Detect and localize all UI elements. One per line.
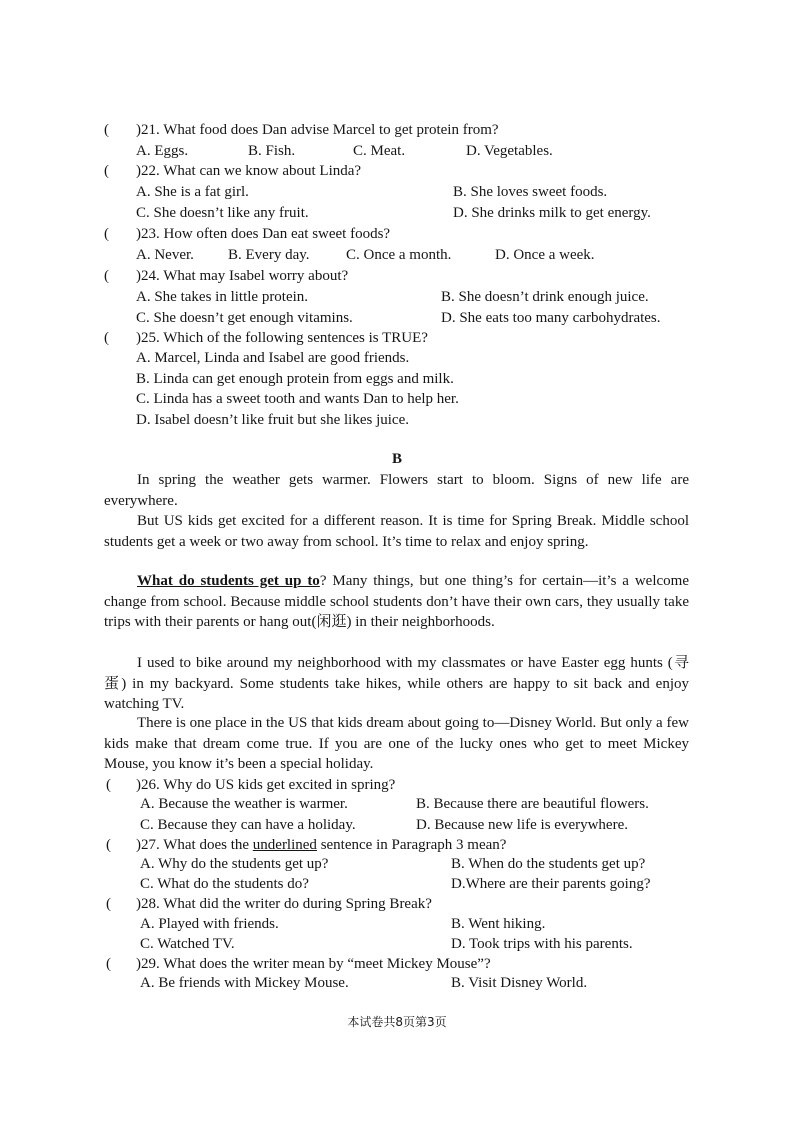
question-text: )26. Why do US kids get excited in spring? xyxy=(136,777,396,793)
answer-bracket[interactable]: ( xyxy=(104,330,109,346)
option-b: B. She loves sweet foods. xyxy=(453,184,608,200)
question-text: )27. What does the underlined sentence in Paragraph 3 mean? xyxy=(136,837,507,853)
question-text: )23. How often does Dan eat sweet foods? xyxy=(136,226,391,242)
option-b: B. Because there are beautiful flowers. xyxy=(416,796,649,812)
option-d: D. Once a week. xyxy=(495,247,595,263)
answer-bracket[interactable]: ( xyxy=(104,122,109,138)
answer-bracket[interactable]: ( xyxy=(104,163,109,179)
option-d: D. Vegetables. xyxy=(466,143,553,159)
answer-bracket[interactable]: ( xyxy=(104,226,109,242)
option-b: B. Visit Disney World. xyxy=(451,975,588,991)
passage-paragraph-3 xyxy=(104,571,689,633)
option-b: B. Went hiking. xyxy=(451,916,546,932)
option-c: C. Once a month. xyxy=(346,247,452,263)
option-b: B. Linda can get enough protein from eggs and milk. xyxy=(136,371,454,387)
paragraph-3-text: ? Many things, but one thing’s for certain—it’s a welcome change from school. Because middle school students don’t have their own cars, they usually take trips with their parents or hang out(闲逛) in their neighborhoods. xyxy=(104,573,689,630)
option-c: C. Linda has a sweet tooth and wants Dan to help her. xyxy=(136,391,459,407)
passage-paragraph-4: I used to bike around my neighborhood with my classmates or have Easter egg hunts (寻蛋) in my backyard. Some students take hikes, while others are happy to sit back and enjoy watching TV. xyxy=(104,655,689,712)
option-a: A. Why do the students get up? xyxy=(140,856,329,872)
option-b: B. She doesn’t drink enough juice. xyxy=(441,289,649,305)
option-a: A. Played with friends. xyxy=(140,916,279,932)
answer-bracket[interactable]: ( xyxy=(104,268,109,284)
answer-bracket[interactable]: ( xyxy=(106,896,111,912)
option-c: C. She doesn’t like any fruit. xyxy=(136,205,309,221)
option-c: C. She doesn’t get enough vitamins. xyxy=(136,310,353,326)
question-text: )28. What did the writer do during Spring Break? xyxy=(136,896,432,912)
option-d: D. Took trips with his parents. xyxy=(451,936,633,952)
option-c: C. Watched TV. xyxy=(140,936,235,952)
option-d: D. Isabel doesn’t like fruit but she likes juice. xyxy=(136,412,409,428)
option-d: D.Where are their parents going? xyxy=(451,876,651,892)
question-text: )24. What may Isabel worry about? xyxy=(136,268,349,284)
answer-bracket[interactable]: ( xyxy=(106,837,111,853)
answer-bracket[interactable]: ( xyxy=(106,956,111,972)
question-text: )22. What can we know about Linda? xyxy=(136,163,362,179)
option-a: A. Eggs. xyxy=(136,143,189,159)
option-a: A. Be friends with Mickey Mouse. xyxy=(140,975,349,991)
question-text: )25. Which of the following sentences is TRUE? xyxy=(136,330,428,346)
option-b: B. Fish. xyxy=(248,143,296,159)
passage-paragraph-5: There is one place in the US that kids dream about going to—Disney World. But only a few kids make that dream come true. If you are one of the lucky ones who get to meet Mickey Mouse, you know it’s been a special holiday. xyxy=(104,715,689,772)
option-a: A. Never. xyxy=(136,247,194,263)
answer-bracket[interactable]: ( xyxy=(106,777,111,793)
option-b: B. When do the students get up? xyxy=(451,856,646,872)
option-b: B. Every day. xyxy=(228,247,310,263)
option-c: C. Because they can have a holiday. xyxy=(140,817,356,833)
option-a: A. Marcel, Linda and Isabel are good friends. xyxy=(136,350,410,366)
question-text: )29. What does the writer mean by “meet Mickey Mouse”? xyxy=(136,956,491,972)
option-c: C. What do the students do? xyxy=(140,876,309,892)
option-a: A. Because the weather is warmer. xyxy=(140,796,348,812)
underlined-sentence: What do students get up to xyxy=(137,573,320,589)
option-a: A. She is a fat girl. xyxy=(136,184,249,200)
passage-paragraph-2: But US kids get excited for a different reason. It is time for Spring Break. Middle school students get a week or two away from school. It’s time to relax and enjoy spring. xyxy=(104,513,689,550)
option-d: D. She drinks milk to get energy. xyxy=(453,205,651,221)
section-heading: B xyxy=(391,451,402,467)
question-text: )21. What food does Dan advise Marcel to get protein from? xyxy=(136,122,499,138)
underlined-word: underlined xyxy=(252,837,317,853)
option-c: C. Meat. xyxy=(353,143,406,159)
option-d: D. Because new life is everywhere. xyxy=(416,817,628,833)
option-d: D. She eats too many carbohydrates. xyxy=(441,310,661,326)
passage-paragraph-1: In spring the weather gets warmer. Flowers start to bloom. Signs of new life are everywhere. xyxy=(104,472,689,509)
option-a: A. She takes in little protein. xyxy=(136,289,309,305)
page-footer: 本试卷共8页第3页 xyxy=(347,1015,447,1029)
